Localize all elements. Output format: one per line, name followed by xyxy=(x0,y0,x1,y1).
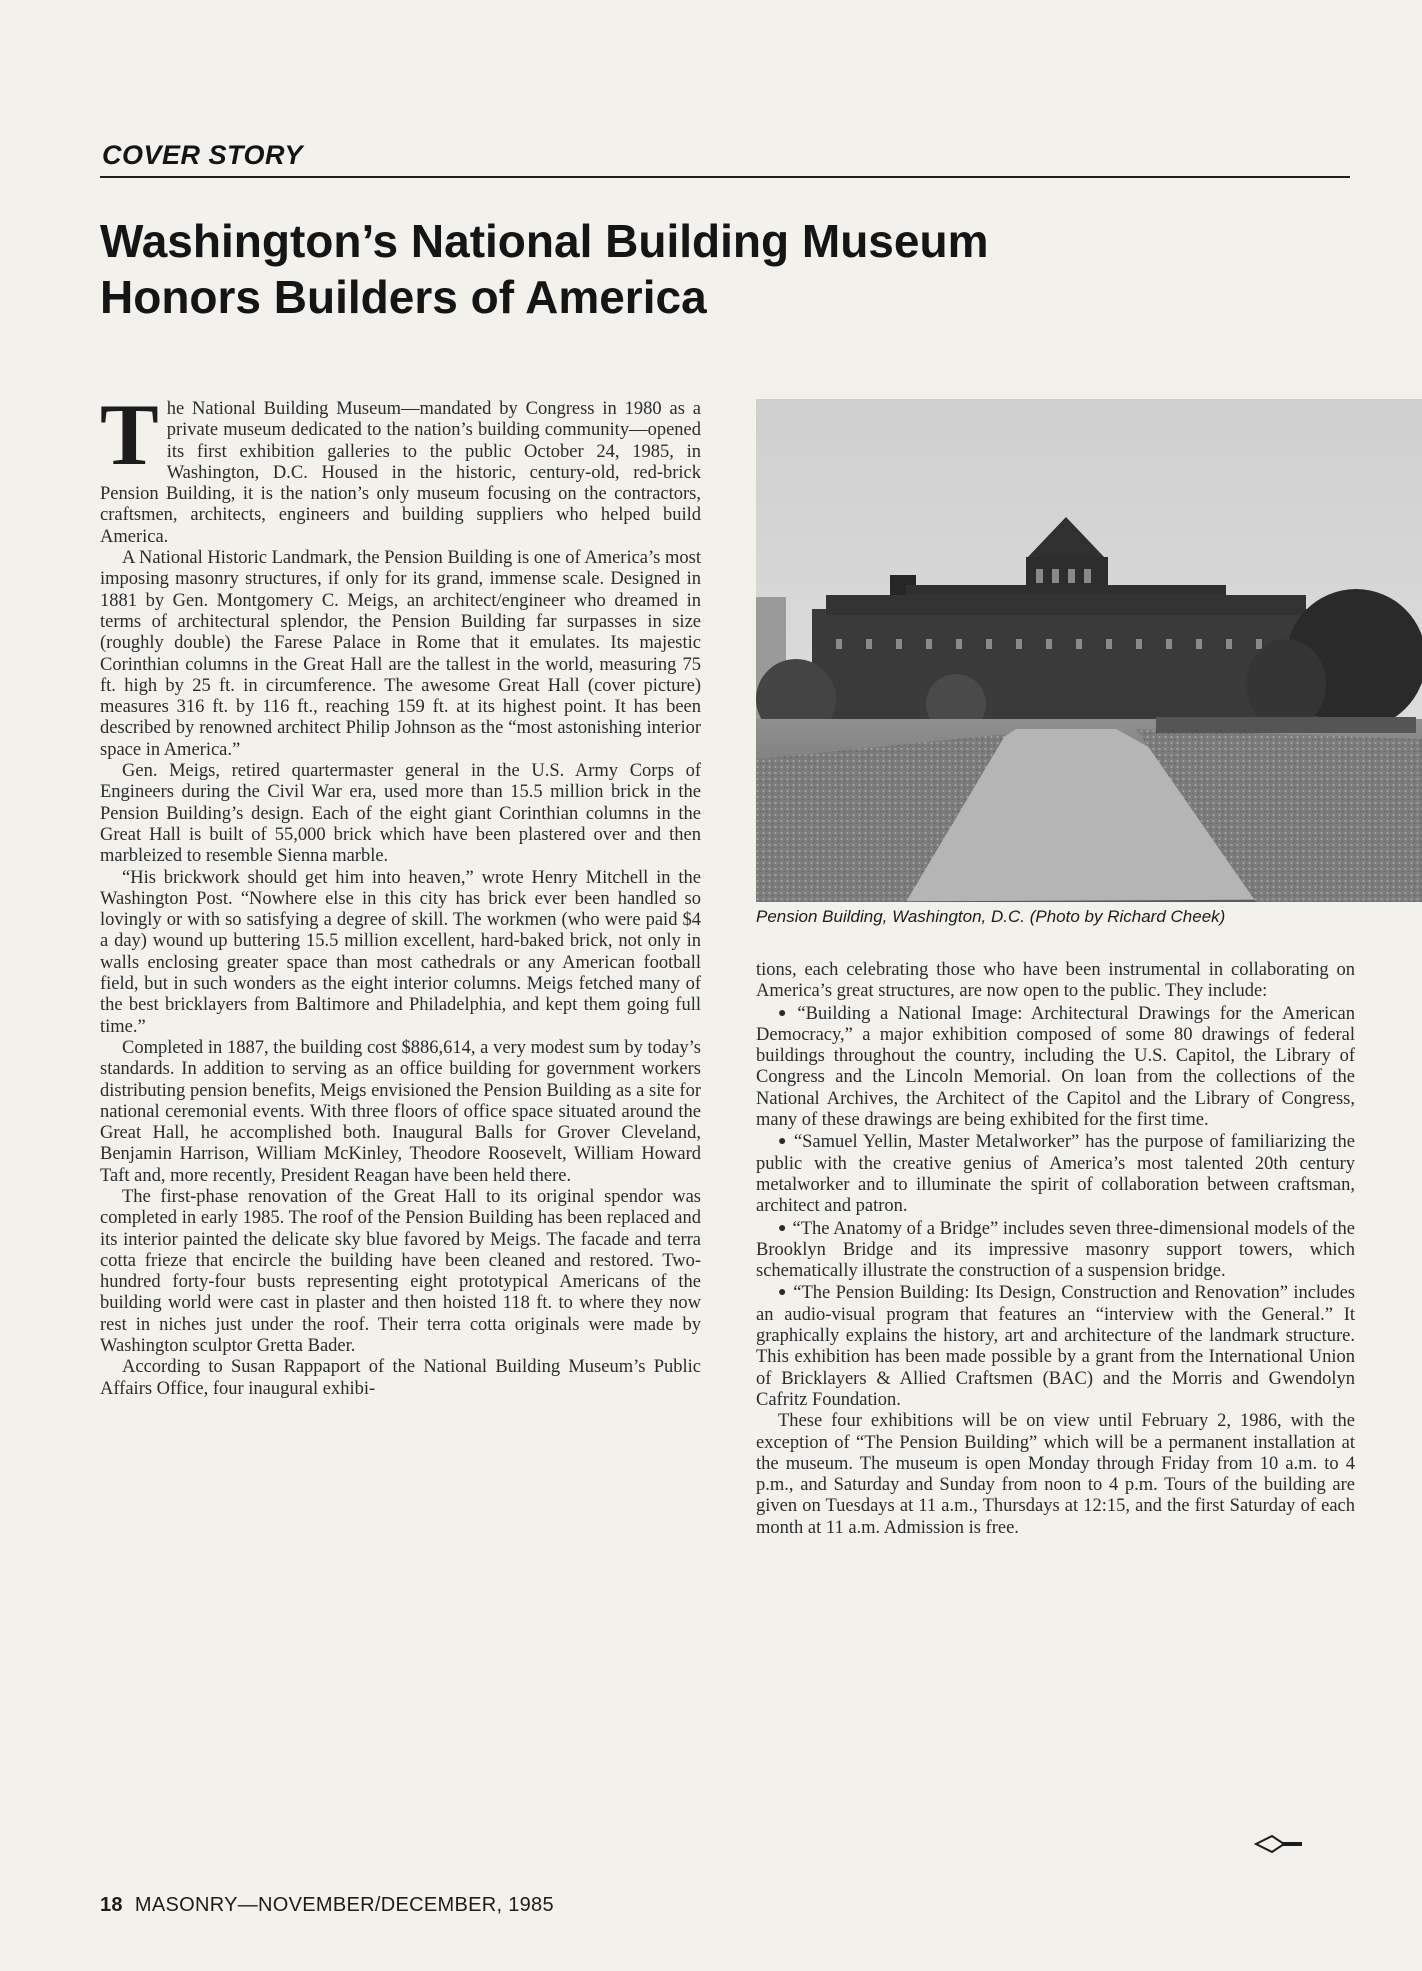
section-label: COVER STORY xyxy=(102,140,304,170)
article-title xyxy=(100,213,1300,325)
header-rule xyxy=(100,176,1350,178)
paragraph-7: According to Susan Rappaport of the National Building Museum’s Public Affairs Office, four inaugural exhibi- xyxy=(100,1357,701,1399)
bullet-item: ● “Samuel Yellin, Master Metalworker” has the purpose of familiarizing the public with the creative genius of America’s most talented 20th century metalworker and to illuminate the spirit of collaboration between craftsman, architect and patron. xyxy=(756,1132,1356,1217)
bullet-item: ● “The Anatomy of a Bridge” includes seven three-dimensional models of the Brooklyn Bridge and its impressive masonry support towers, which schematically illustrate the construction of a suspension bridge. xyxy=(756,1218,1355,1282)
bullet-item: ● “The Pension Building: Its Design, Construction and Renovation” includes an audio-visual program that features an “interview with the General.” It graphically explains the history, art and architecture of the landmark structure. This exhibition has been made possible by a grant from the International Union of Bricklayers & Allied Craftsmen (BAC) and the Morris and Gwendolyn Cafritz Foundation. xyxy=(756,1283,1355,1410)
page-number: 18 xyxy=(100,1894,123,1916)
paragraph-3: Gen. Meigs, retired quartermaster general in the U.S. Army Corps of Engineers during the Civil War era, used more than 15.5 million brick in the Pension Building’s design. Each of the eight giant Corinthian columns in the Great Hall is built of 55,000 brick which have been plastered over and then marbleized to resemble Sienna marble. xyxy=(100,761,701,867)
pension-building-photo xyxy=(756,399,1422,902)
title-line-1: Washington’s National Building Museum xyxy=(100,215,989,267)
right-column xyxy=(756,960,1355,1539)
right-intro: tions, each celebrating those who have been instrumental in collaborating on America’s great structures, are now open to the public. They include: xyxy=(756,960,1355,1002)
paragraph-2: A National Historic Landmark, the Pension Building is one of America’s most imposing masonry structures, if only for its grand, immense scale. Designed in 1881 by Gen. Montgomery C. Meigs, an architect/engineer who dreamed in terms of architectural splendor, the Pension Building far surpasses in size (roughly double) the Farese Palace in Rome that it emulates. Its majestic Corinthian columns in the Great Hall are the tallest in the world, measuring 75 ft. high by 25 ft. in circumference. The awesome Great Hall (cover picture) measures 316 ft. by 116 ft., reaching 159 ft. at its highest point. It has been described by renowned architect Philip Johnson as the “most astonishing interior space in America.” xyxy=(100,548,701,760)
dropcap: T xyxy=(100,387,159,484)
bullet-icon: ● xyxy=(778,1285,788,1301)
paragraph-1 xyxy=(100,387,701,548)
end-of-story-icon xyxy=(1254,1834,1304,1859)
paragraph-4: “His brickwork should get him into heaven,” wrote Henry Mitchell in the Washington Post. “Nowhere else in this city has brick ever been handled so lovingly or with so satisfying a degree of skill. The workmen (who were paid $4 a day) wound up buttering 15.5 million excellent, hard-baked brick, not only in walls enclosing greater space than most cathedrals or any American football field, but in such wonders as the eight interior columns. Meigs fetched many of the best bricklayers from Baltimore and Philadelphia, and kept them going full time.” xyxy=(100,867,701,1037)
paragraph-1-text: he National Building Museum—mandated by Congress in 1980 as a private museum dedicated to the nation’s building community—opened its first exhibition galleries to the public October 24, 1985, in Washington, D.C. Housed in the historic, century-old, red-brick Pension Building, it is the nation’s only museum focusing on the contractors, craftsmen, architects, engineers and building suppliers who helped build America. xyxy=(100,399,701,547)
bullet-item: ● “Building a National Image: Architectural Drawings for the American Democracy,” a major exhibition composed of some 80 drawings of federal buildings throughout the country, including the U.S. Capitol, the Library of Congress and the Lincoln Memorial. On loan from the collections of the National Archives, the Architect of the Capitol and the Library of Congress, many of these drawings are being exhibited for the first time. xyxy=(756,1003,1355,1131)
left-column xyxy=(100,387,701,1400)
publication-line: MASONRY—NOVEMBER/DECEMBER, 1985 xyxy=(134,1894,554,1916)
page-footer xyxy=(100,1894,554,1917)
paragraph-6: The first-phase renovation of the Great Hall to its original spendor was completed in early 1985. The roof of the Pension Building has been replaced and its interior painted the delicate sky blue favored by Meigs. The facade and terra cotta frieze that encircle the building have been cleaned and restored. Two-hundred forty-four busts representing eight prototypical Americans of the building world were cast in plaster and then hoisted 118 ft. to where they now rest in niches just under the roof. Their terra cotta originals were made by Washington sculptor Gretta Bader. xyxy=(100,1186,701,1357)
photo-caption: Pension Building, Washington, D.C. (Photo by Richard Cheek) xyxy=(756,907,1226,926)
title-line-2: Honors Builders of America xyxy=(100,271,707,323)
closing-paragraph: These four exhibitions will be on view until February 2, 1986, with the exception of “The Pension Building” which will be a permanent installation at the museum. The museum is open Monday through Friday from 10 a.m. to 4 p.m., and Saturday and Sunday from noon to 4 p.m. Tours of the building are given on Tuesdays at 11 a.m., Thursdays at 12:15, and the first Saturday of each month at 11 a.m. Admission is free. xyxy=(756,1411,1355,1538)
bullet-icon: ● xyxy=(778,1220,787,1236)
bullet-icon: ● xyxy=(778,1005,792,1021)
paragraph-5: Completed in 1887, the building cost $886,614, a very modest sum by today’s standards. In addition to serving as an office building for government workers distributing pension benefits, Meigs envisioned the Pension Building as a site for national ceremonial events. With three floors of office space situated around the Great Hall, he accomplished both. Inaugural Balls for Grover Cleveland, Benjamin Harrison, William McKinley, Theodore Roosevelt, William Howard Taft and, more recently, President Reagan have been held there. xyxy=(100,1037,701,1186)
bullet-icon: ● xyxy=(778,1134,788,1150)
